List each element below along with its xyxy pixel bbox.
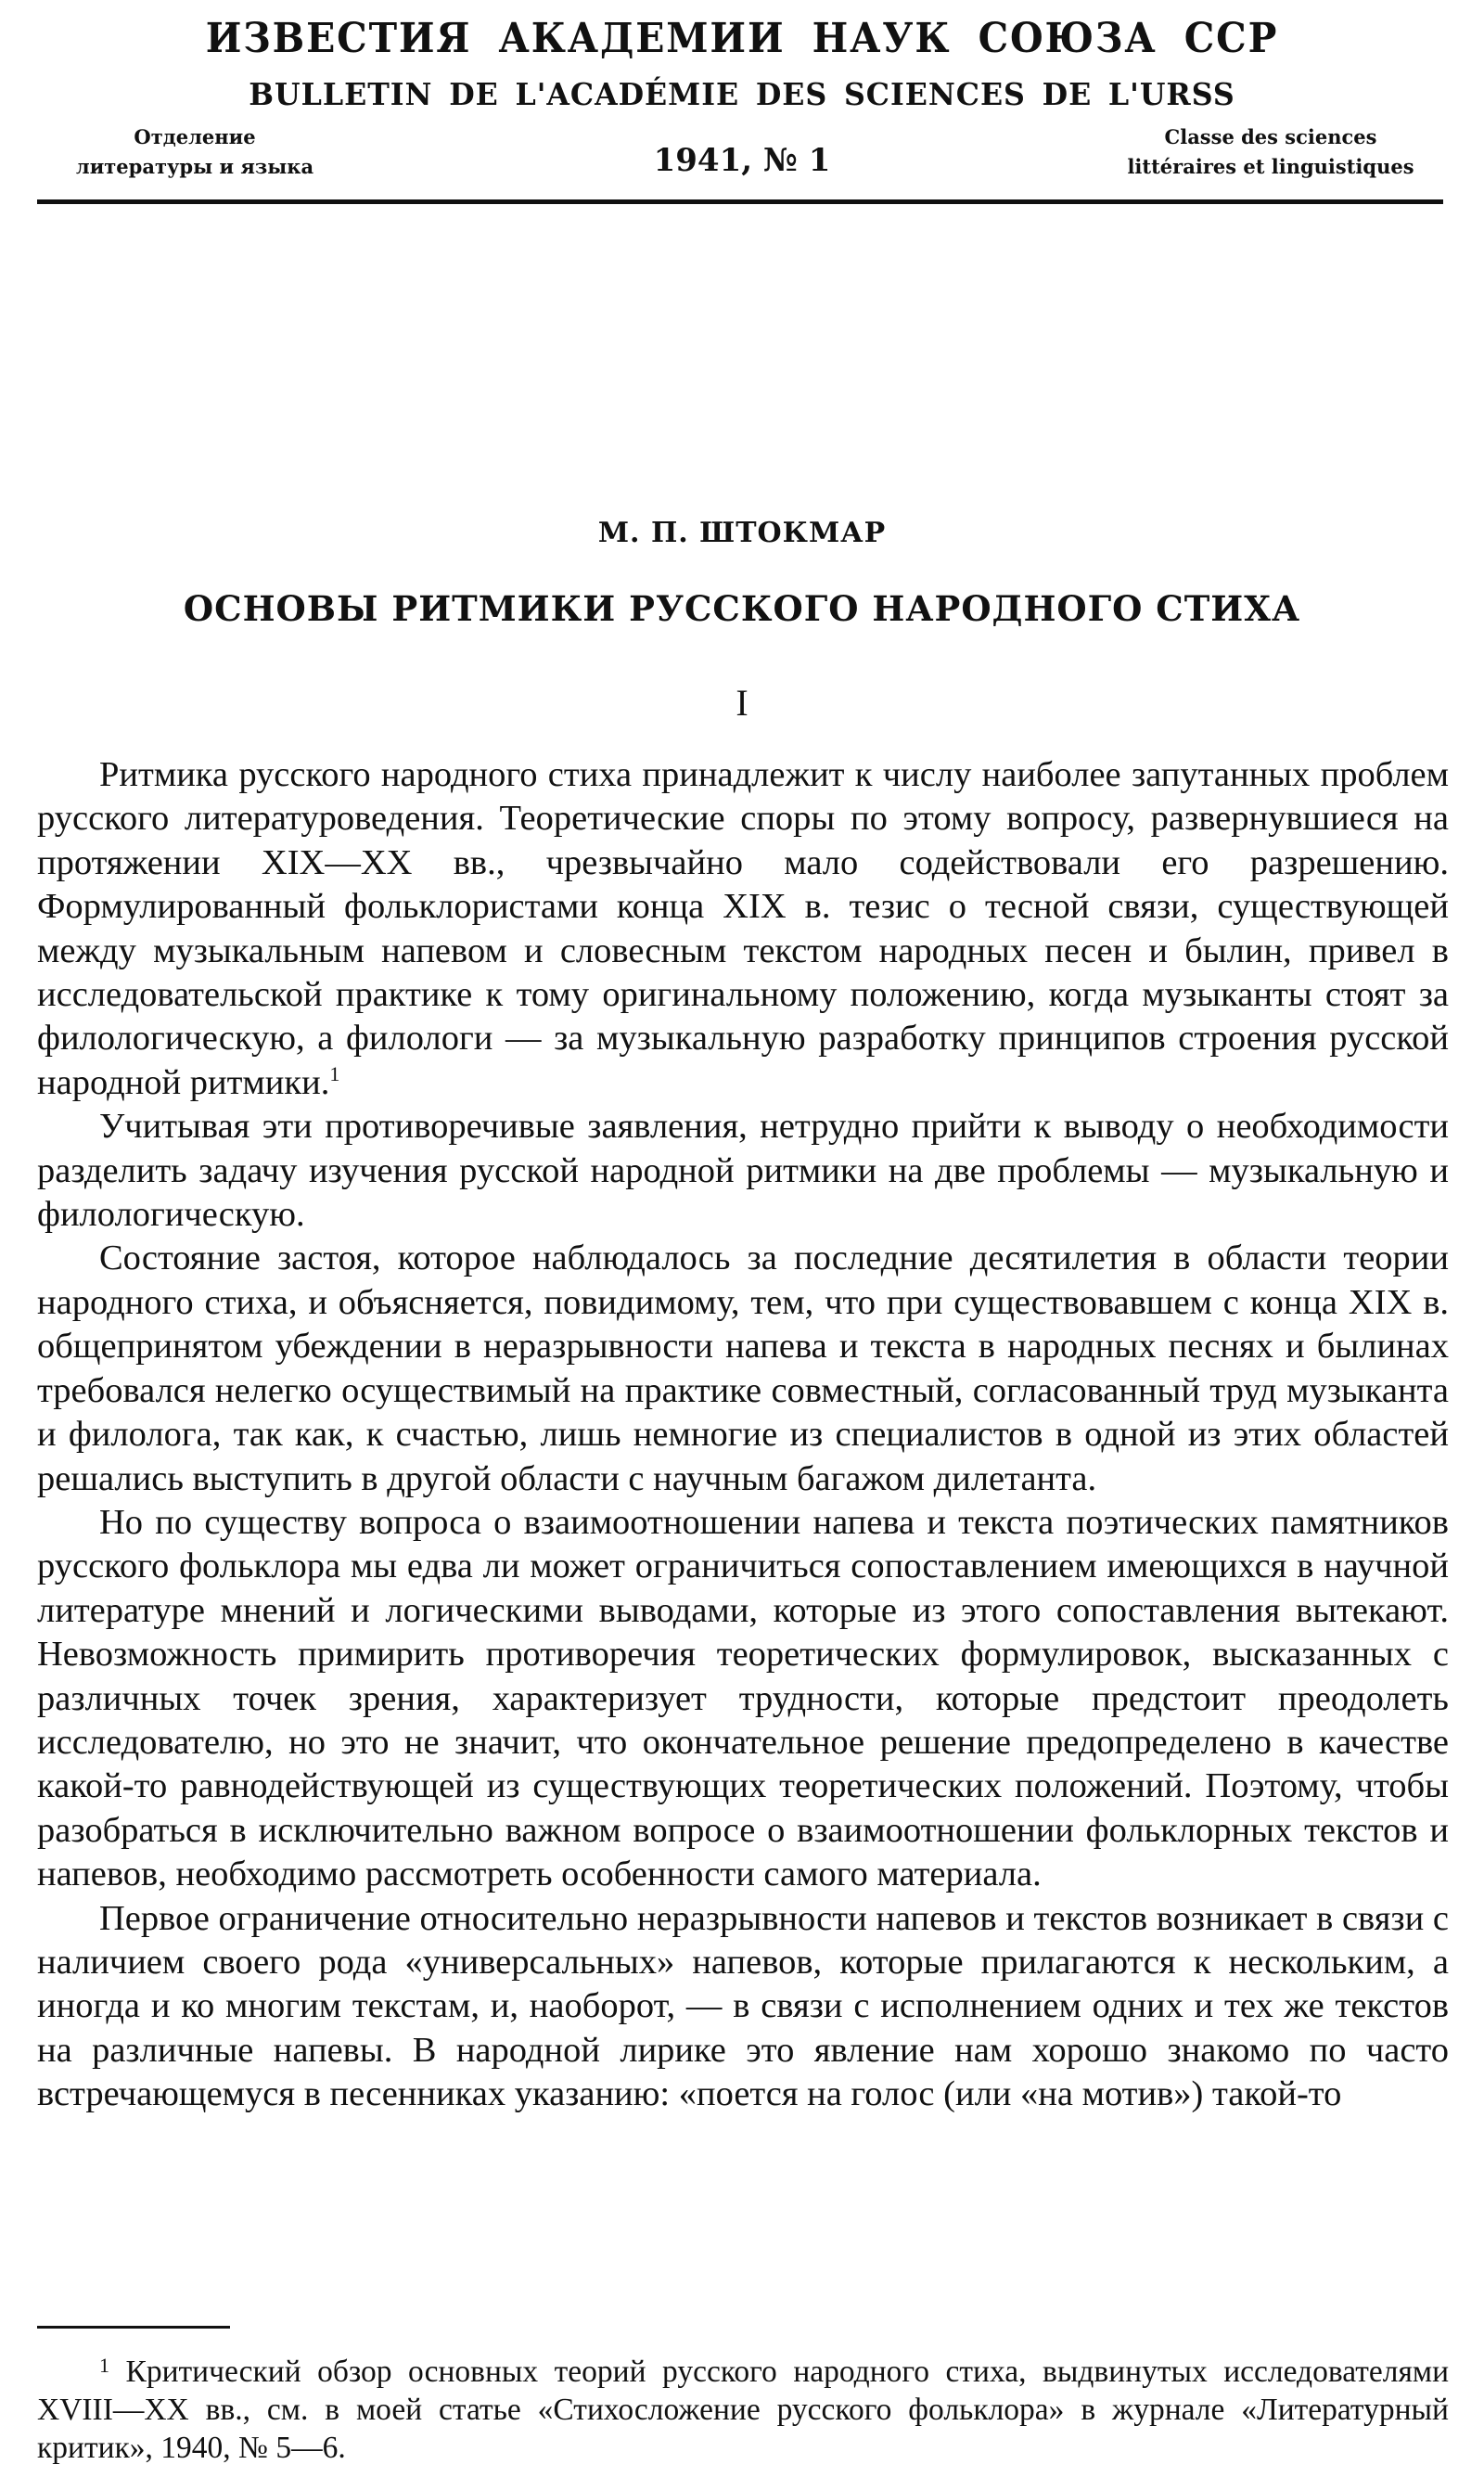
section-label-ru-line1: Отделение [134,125,256,148]
paragraph-text: Ритмика русского народного стиха принадлежит к числу наиболее запутанных проблем русского литературоведения. Теоретические споры по этому вопросу, развернувшиеся на протяжении XIX—XX вв., чрезвычайно мало содействовали его разрешению. Формулированный фольклористами конца XIX в. тезис о тесной связи, существующей между музыкальным напевом и словесным текстом народных песен и былин, привел в исследовательской практике к тому оригинальному положению, когда музыканты стоят за филологическую, а филологи — за музыкальную разработку принципов строения русской народной ритмики. [37,755,1449,1102]
journal-title-fr: BULLETIN DE L'ACADÉMIE DES SCIENCES DE L'URSS [249,76,1235,112]
journal-title-ru: ИЗВЕСТИЯ АКАДЕМИИ НАУК СОЮЗА ССР [205,15,1279,62]
paragraph: Первое ограничение относительно неразрывности напевов и текстов возникает в связи с наличием своего рода «универсальных» напевов, которые прилагаются к нескольким, а иногда и ко многим текстам, и, наоборот, — в связи с исполнением одних и тех же текстов на различные напевы. В народной лирике это явление нам хорошо знакомо по часто встречающемуся в песенниках указанию: «поется на голос (или «на мотив») такой-то [37,1898,1449,2114]
paragraph: Состояние застоя, которое наблюдалось за последние десятилетия в области теории народного стиха, и объясняется, повидимому, тем, что при существовавшем с конца XIX в. общепринятом убеждении в неразрывности напева и текста в народных песнях и былинах требовался нелегко осуществимый на практике совместный, согласованный труд музыканта и филолога, так как, к счастью, лишь немногие из специалистов в одной из этих областей решались выступить в другой области с научным багажом дилетанта. [37,1239,1449,1498]
article-title: ОСНОВЫ РИТМИКИ РУССКОГО НАРОДНОГО СТИХА [183,588,1301,629]
section-label-fr-line2: littéraires et linguistiques [1127,155,1414,178]
paragraph: Учитывая эти противоречивые заявления, нетрудно прийти к выводу о необходимости разделить задачу изучения русской народной ритмики на две проблемы — музыкальную и филологическую. [37,1107,1449,1235]
footnote-rule [37,2326,230,2329]
paragraph [37,753,1449,1105]
header-rule [37,199,1443,204]
footnote-text: Критический обзор основных теорий русского народного стиха, выдвинутых исследователями XVIII—XX вв., см. в моей статье «Стихосложение русского фольклора» в журнале «Литературный критик», 1940, № 5—6. [37,2355,1449,2465]
article-author: М. П. ШТОКМАР [597,517,887,549]
footnote-mark: 1 [99,2354,109,2377]
section-number: I [736,682,748,724]
section-label-ru [37,122,352,182]
section-label-ru-line2: литературы и языка [75,155,314,178]
article-body [37,753,1449,2117]
section-label-fr-line1: Classe des sciences [1164,125,1377,148]
paragraph: Но по существу вопроса о взаимоотношении напева и текста поэтических памятников русского фольклора мы едва ли может ограничиться сопоставлением имеющихся в научной литературе мнений и логическими выводами, которые из этого сопоставления вытекают. Невозможность примирить противоречия теоретических формулировок, высказанных с различных точек зрения, характеризует трудности, которые предстоит преодолеть исследователю, но это не значит, что окончательное решение предопределено в качестве какой-то равнодействующей из существующих теоретических положений. Поэтому, чтобы разобраться в исключительно важном вопросе о взаимоотношении фольклорных текстов и напевов, необходимо рассмотреть особенности самого материала. [37,1502,1449,1894]
issue-number: 1941, № 1 [653,142,831,179]
footnote-reference[interactable]: 1 [329,1061,340,1085]
section-label-fr [1085,122,1456,182]
footnote [37,2353,1449,2467]
